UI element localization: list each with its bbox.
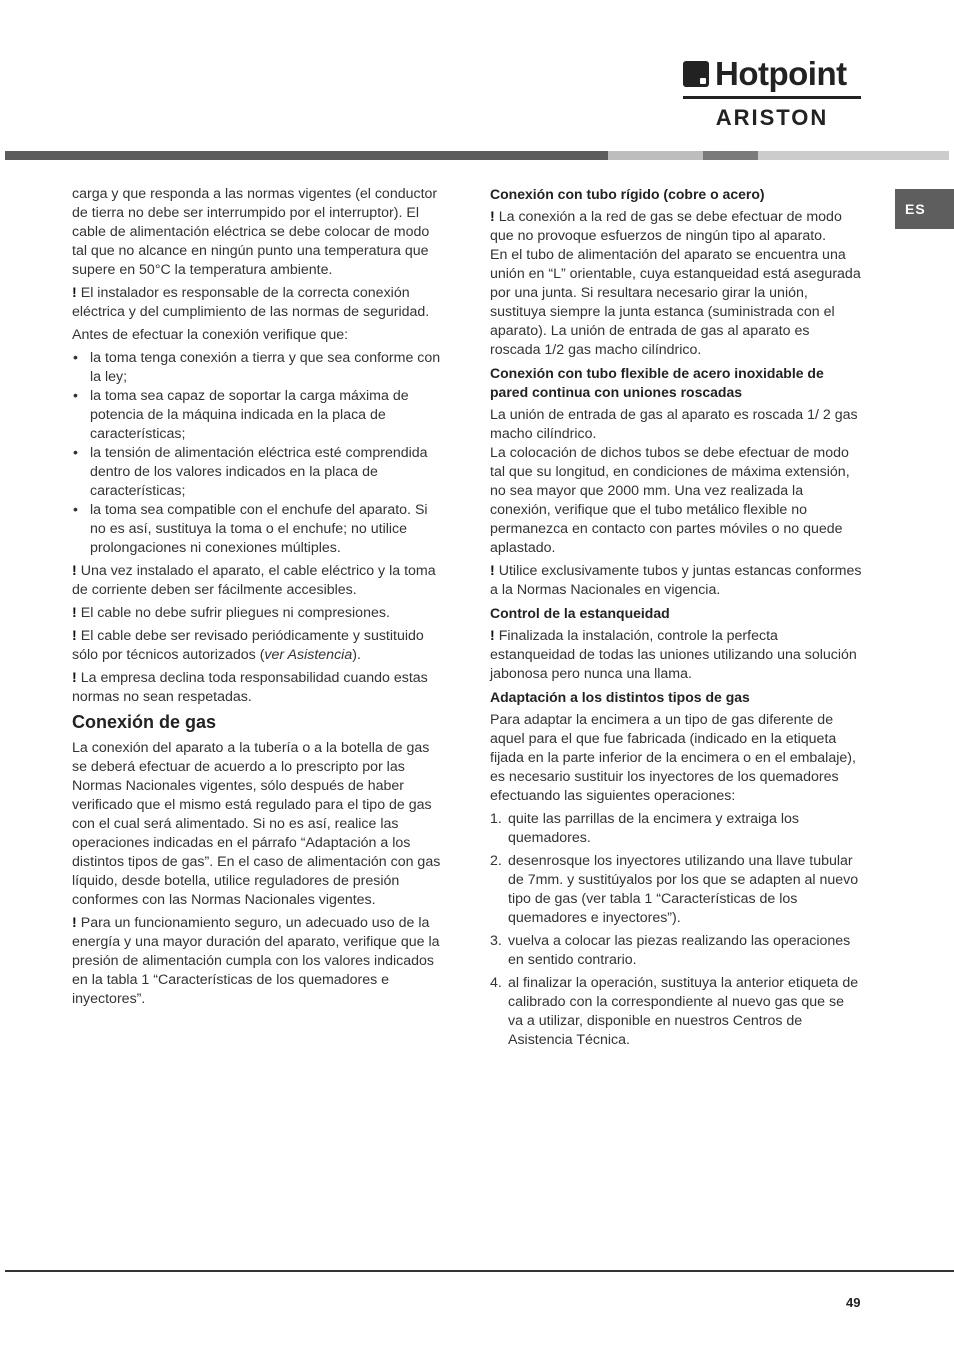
- warning-icon: !: [72, 563, 77, 579]
- list-item: 4. al finalizar la operación, sustituya la anterior etiqueta de calibrado con la correspondiente al nuevo gas que se va a utilizar, disponible en nuestros Centros de Asistencia Técnica.: [490, 975, 859, 1048]
- list-item: • la toma tenga conexión a tierra y que sea conforme con la ley;: [72, 349, 444, 387]
- subheading: Conexión con tubo rígido (cobre o acero): [490, 186, 765, 202]
- warning-note: ! El cable debe ser revisado periódicamente y sustituido sólo por técnicos autorizados (ver Asistencia).: [72, 628, 424, 663]
- page-number: 49: [846, 1295, 861, 1310]
- paragraph: carga y que responda a las normas vigentes (el conductor de tierra no debe ser interrumpido por el interruptor). El cable de alimentación eléctrica se debe colocar de modo tal que no alcance en ningún punto una temperatura que supere en 50°C la temperatura ambiente.: [72, 186, 438, 278]
- header-bar-segment-2: [608, 151, 703, 160]
- header-bar: [5, 151, 949, 160]
- warning-note: ! El cable no debe sufrir pliegues ni compresiones.: [72, 605, 390, 621]
- warning-note: ! Utilice exclusivamente tubos y juntas estancas conformes a la Normas Nacionales en vigencia.: [490, 563, 862, 598]
- header-bar-segment-1: [5, 151, 608, 160]
- warning-icon: !: [72, 915, 77, 931]
- paragraph: La conexión del aparato a la tubería o a la botella de gas se deberá efectuar de acuerdo a lo prescripto por las Normas Nacionales vigentes, sólo después de haber verificado que el mismo está regulado para el tipo de gas con el cual será alimentado. Si no es así, realice las operaciones indicadas en el párrafo “Adaptación a los distintos tipos de gas”. En el caso de alimentación con gas líquido, desde botella, utilice reguladores de presión conformes con las Normas Nacionales vigentes.: [72, 740, 441, 908]
- language-tab: ES: [895, 189, 954, 229]
- subheading: Conexión con tubo flexible de acero inoxidable de pared continua con uniones roscadas: [490, 365, 824, 400]
- warning-icon: !: [72, 628, 77, 644]
- brand-logo: [683, 55, 863, 130]
- paragraph: Para adaptar la encimera a un tipo de gas diferente de aquel para el que fue fabricada (indicado en la etiqueta fijada en la parte inferior de la encimera o en el embalaje), es necesario sustituir los inyectores de los quemadores efectuando las siguientes operaciones:: [490, 712, 856, 804]
- list-item: • la toma sea capaz de soportar la carga máxima de potencia de la máquina indicada en la placa de características;: [72, 387, 444, 444]
- footer-rule: [5, 1270, 954, 1272]
- warning-note: ! El instalador es responsable de la correcta conexión eléctrica y del cumplimiento de las normas de seguridad.: [72, 285, 430, 320]
- warning-note: ! Para un funcionamiento seguro, un adecuado uso de la energía y una mayor duración del aparato, verifique que la presión de alimentación cumpla con los valores indicados en la tabla 1 “Características de los quemadores e inyectores”.: [72, 915, 440, 1007]
- hotpoint-wordmark: [683, 55, 863, 93]
- warning-note: ! Finalizada la instalación, controle la perfecta estanqueidad de todas las uniones utilizando una solución jabonosa pero nunca una llama.: [490, 628, 857, 682]
- warning-icon: !: [490, 628, 495, 644]
- subheading: Adaptación a los distintos tipos de gas: [490, 689, 750, 705]
- cross-reference: ver Asistencia: [264, 647, 353, 663]
- warning-note: ! La conexión a la red de gas se debe efectuar de modo que no provoque esfuerzos de ningún tipo al aparato.: [490, 209, 842, 244]
- left-column: [72, 185, 444, 1013]
- warning-icon: !: [490, 563, 495, 579]
- warning-icon: !: [72, 670, 77, 686]
- list-item: 2. desenrosque los inyectores utilizando una llave tubular de 7mm. y sustitúyalos por los que se adapten al nuevo tipo de gas (ver tabla 1 “Características de los quemadores e inyectores”).: [490, 853, 859, 926]
- list-item: • la toma sea compatible con el enchufe del aparato. Si no es así, sustituya la toma o el enchufe; no utilice prolongaciones ni conexiones múltiples.: [72, 501, 444, 558]
- hotpoint-square-icon: [683, 61, 709, 87]
- logo-divider: [683, 96, 861, 99]
- paragraph: Antes de efectuar la conexión verifique que:: [72, 327, 349, 343]
- warning-note: ! Una vez instalado el aparato, el cable eléctrico y la toma de corriente deben ser fácilmente accesibles.: [72, 563, 436, 598]
- paragraph: La unión de entrada de gas al aparato es roscada 1/ 2 gas macho cilíndrico.: [490, 407, 858, 442]
- brand-name: Hotpoint: [715, 55, 847, 92]
- warning-icon: !: [490, 209, 495, 225]
- steps-list: [490, 810, 862, 1050]
- right-column: [490, 185, 862, 1054]
- warning-icon: !: [72, 605, 77, 621]
- warning-note: ! La empresa declina toda responsabilidad cuando estas normas no sean respetadas.: [72, 670, 428, 705]
- paragraph: La colocación de dichos tubos se debe efectuar de modo tal que su longitud, en condiciones de máxima extensión, no sea mayor que 2000 mm. Una vez realizada la conexión, verifique que el tubo metálico flexible no permanezca en contacto con partes móviles o no quede aplastado.: [490, 445, 850, 556]
- section-heading: Conexión de gas: [72, 712, 217, 732]
- header-bar-segment-4: [758, 151, 949, 160]
- brand-sub: ARISTON: [715, 105, 829, 130]
- warning-icon: !: [72, 285, 77, 301]
- paragraph: En el tubo de alimentación del aparato se encuentra una unión en “L” orientable, cuya estanqueidad está asegurada por una junta. Si resultara necesario girar la unión, sustituya siempre la junta estanca (suministrada con el aparato). La unión de entrada de gas al aparato es roscada 1/2 gas macho cilíndrico.: [490, 247, 861, 358]
- list-item: 1. quite las parrillas de la encimera y extraiga los quemadores.: [490, 811, 799, 846]
- check-list: [72, 349, 444, 558]
- subheading: Control de la estanqueidad: [490, 605, 670, 621]
- list-item: • la tensión de alimentación eléctrica esté comprendida dentro de los valores indicados en la placa de características;: [72, 444, 444, 501]
- header-bar-segment-3: [703, 151, 758, 160]
- list-item: 3. vuelva a colocar las piezas realizando las operaciones en sentido contrario.: [490, 933, 851, 968]
